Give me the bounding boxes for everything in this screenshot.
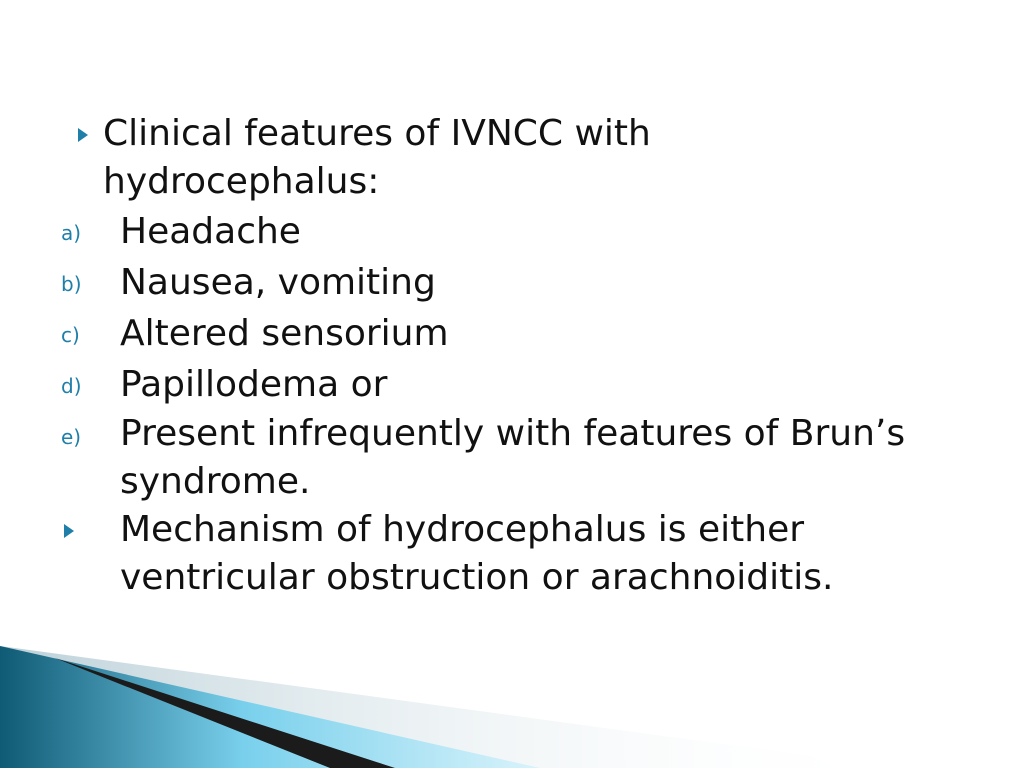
list-text: Present infrequently with features of Brun’s syndrome.: [120, 413, 906, 502]
decorative-band-fade: [0, 646, 900, 768]
triangle-right-icon: [78, 128, 88, 142]
decorative-band-black: [55, 658, 395, 768]
list-item-headache: [0, 206, 1000, 257]
list-text: Papillodema or: [120, 364, 388, 405]
list-item-altered-sensorium: [0, 308, 1000, 359]
bullet-text: Mechanism of hydrocephalus is either ventricular obstruction or arachnoiditis.: [120, 509, 834, 598]
slide-content: [0, 110, 1000, 602]
list-item-papillodema: [0, 359, 1000, 410]
bullet-clinical-features: [0, 110, 1000, 206]
list-text: Nausea, vomiting: [120, 262, 436, 303]
bullet-mechanism: [0, 506, 1000, 602]
bullet-text: Clinical features of IVNCC with hydrocephalus:: [103, 113, 651, 202]
decorative-band-blue: [0, 646, 540, 768]
list-label: b): [61, 272, 82, 296]
triangle-right-icon: [64, 524, 74, 538]
list-label: c): [61, 323, 80, 347]
list-text: Altered sensorium: [120, 313, 449, 354]
list-item-bruns-syndrome: [0, 410, 1000, 506]
list-text: Headache: [120, 211, 301, 252]
list-label: d): [61, 374, 82, 398]
list-label: a): [61, 221, 82, 245]
list-item-nausea: [0, 257, 1000, 308]
list-label: e): [61, 425, 82, 449]
